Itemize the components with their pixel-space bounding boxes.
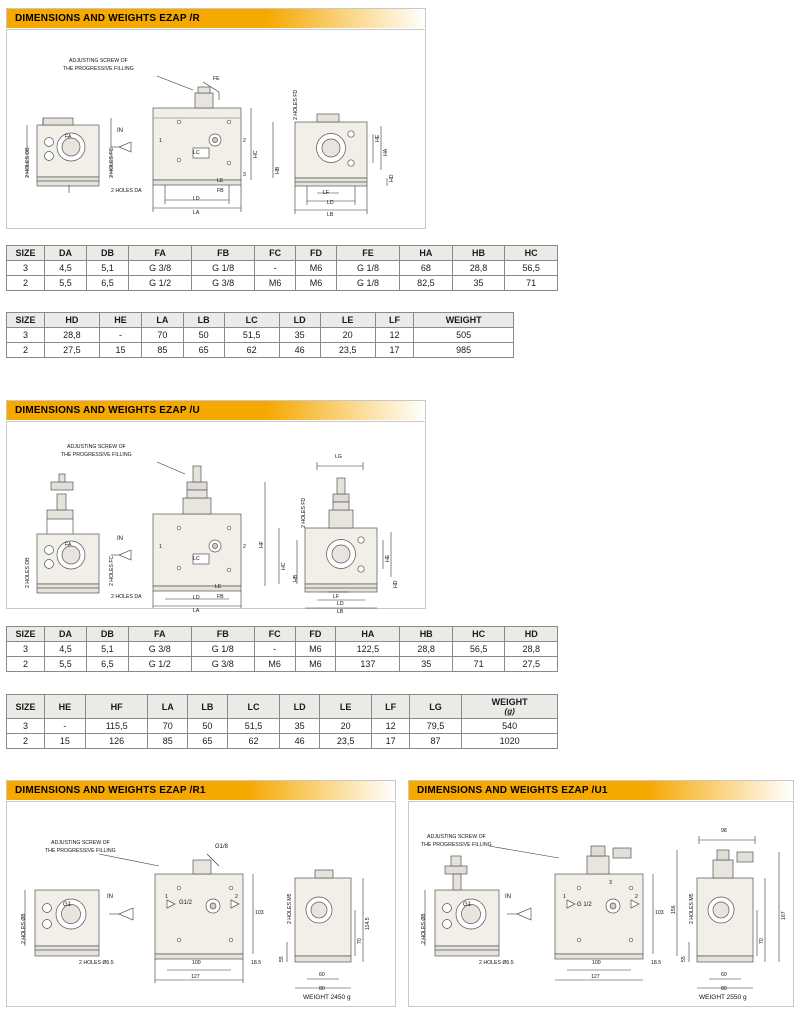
cell-lb: 65 — [183, 343, 224, 358]
section-header-ezap-r1-text: DIMENSIONS AND WEIGHTS EZAP /R1 — [15, 785, 206, 796]
label-port-1-r1: 1 — [165, 894, 168, 900]
dim-127-r1: 127 — [191, 974, 200, 980]
cell-fb: G 3/8 — [191, 657, 254, 672]
table-row — [7, 328, 514, 343]
cell-da: 5,5 — [45, 276, 87, 291]
dim-127-u1: 127 — [591, 974, 600, 980]
th-lc: LC — [224, 313, 279, 328]
label-fb: FB — [217, 188, 224, 194]
label-holes-fd: 2 HOLES FD — [293, 89, 299, 120]
th-le: LE — [320, 313, 375, 328]
table-ezap-r-2 — [6, 312, 514, 358]
cell-size: 3 — [7, 719, 45, 734]
cell-fb: G 1/8 — [191, 642, 254, 657]
th-hd: HD — [505, 627, 558, 642]
table-ezap-u-1 — [6, 626, 558, 672]
section-header-ezap-r1 — [6, 780, 396, 800]
label-port-2-r: 2 — [243, 138, 246, 144]
th-size: SIZE — [7, 627, 45, 642]
cell-fc: M6 — [254, 657, 295, 672]
label-holes-db-u: 2 HOLES DB — [25, 557, 31, 588]
label-port-1-u1: 1 — [563, 894, 566, 900]
label-port-3-u1: 3 — [609, 880, 612, 886]
th-fc: FC — [255, 246, 296, 261]
th-hb: HB — [400, 627, 452, 642]
cell-hd: 28,8 — [505, 642, 558, 657]
dim-103-r1: 103 — [255, 910, 264, 916]
cell-fe: G 1/8 — [337, 276, 400, 291]
label-holes-da: 2 HOLES DA — [111, 188, 142, 194]
table-row — [7, 261, 558, 276]
label-adjusting-screw-2: THE PROGRESSIVE FILLING — [63, 66, 134, 72]
cell-size: 3 — [7, 261, 45, 276]
label-holes-d8-u1: 2 HOLES Ø8 — [421, 913, 427, 944]
cell-lb: 50 — [188, 719, 228, 734]
cell-fa: G 3/8 — [128, 642, 191, 657]
cell-size: 3 — [7, 642, 45, 657]
label-lf-u: LF — [333, 594, 340, 600]
th-fb: FB — [191, 627, 254, 642]
cell-ld: 35 — [280, 719, 320, 734]
th-lc: LC — [227, 695, 280, 719]
cell-le: 23,5 — [320, 343, 375, 358]
th-hb: HB — [452, 246, 505, 261]
table-ezap-r-1 — [6, 245, 558, 291]
cell-fd: M6 — [295, 657, 336, 672]
cell-lc: 62 — [224, 343, 279, 358]
drawing-ezap-u — [6, 421, 426, 615]
dim-1145-r1: 114.5 — [365, 917, 371, 930]
cell-lb: 50 — [183, 328, 224, 343]
th-weight-unit: (g) — [504, 707, 515, 716]
label-holes-fc: 2 HOLES FC — [109, 147, 115, 178]
th-hf: HF — [85, 695, 148, 719]
label-hc-u: HC — [281, 562, 287, 570]
cell-da: 4,5 — [45, 642, 87, 657]
label-lb-u: LB — [337, 609, 344, 615]
dim-55-r1: 55 — [279, 956, 285, 962]
label-holes-65-u1: 2 HOLES Ø6.5 — [479, 960, 514, 966]
th-lb: LB — [188, 695, 228, 719]
dim-98-u1: 98 — [721, 828, 727, 834]
label-port-2-u1: 2 — [635, 894, 638, 900]
cell-fa: G 1/2 — [129, 276, 192, 291]
section-header-ezap-u1-text: DIMENSIONS AND WEIGHTS EZAP /U1 — [417, 785, 608, 796]
label-hd-u: HD — [393, 580, 399, 588]
cell-fd: M6 — [296, 276, 337, 291]
label-lf: LF — [323, 190, 330, 196]
cell-size: 2 — [7, 734, 45, 749]
th-size: SIZE — [7, 695, 45, 719]
th-ha: HA — [400, 246, 453, 261]
label-in-u: IN — [117, 536, 123, 542]
th-fa: FA — [129, 246, 192, 261]
th-weight — [414, 313, 514, 328]
cell-db: 5,1 — [87, 261, 129, 276]
drawing-ezap-u1 — [408, 801, 794, 1007]
section-header-ezap-r-text: DIMENSIONS AND WEIGHTS EZAP /R — [15, 13, 200, 24]
label-he: HE — [375, 134, 381, 142]
cell-fe: G 1/8 — [337, 261, 400, 276]
drawing-ezap-r — [6, 29, 426, 229]
label-hd: HD — [389, 174, 395, 182]
label-le-u: LE — [215, 584, 222, 590]
cell-ld: 46 — [280, 734, 320, 749]
cell-hf: 126 — [85, 734, 148, 749]
label-la-u: LA — [193, 608, 200, 614]
cell-hc: 56,5 — [452, 642, 504, 657]
th-hc: HC — [452, 627, 504, 642]
cell-hc: 56,5 — [505, 261, 558, 276]
table-row — [7, 343, 514, 358]
cell-ld: 35 — [279, 328, 320, 343]
cell-lc: 51,5 — [224, 328, 279, 343]
cell-hf: 115,5 — [85, 719, 148, 734]
cell-ld: 46 — [279, 343, 320, 358]
th-fa: FA — [128, 627, 191, 642]
cell-lg: 87 — [409, 734, 462, 749]
dim-80-r1: 80 — [319, 986, 325, 992]
th-size: SIZE — [7, 246, 45, 261]
cell-he: 15 — [45, 734, 86, 749]
cell-hb: 28,8 — [452, 261, 505, 276]
label-adjusting-screw-r1-2: THE PROGRESSIVE FILLING — [45, 848, 116, 854]
label-hc: HC — [253, 150, 259, 158]
th-lf: LF — [375, 313, 414, 328]
cell-weight: 1020 — [462, 734, 558, 749]
th-ha: HA — [336, 627, 400, 642]
table-ezap-u-1-header-row — [7, 627, 558, 642]
label-lg: LG — [335, 454, 342, 460]
th-hc: HC — [505, 246, 558, 261]
th-lg: LG — [409, 695, 462, 719]
dim-60-u1: 60 — [721, 972, 727, 978]
th-lb: LB — [183, 313, 224, 328]
label-he-u: HE — [385, 554, 391, 562]
th-fe: FE — [337, 246, 400, 261]
cell-ha: 137 — [336, 657, 400, 672]
cell-hc: 71 — [505, 276, 558, 291]
th-lf: LF — [372, 695, 409, 719]
label-la: LA — [193, 210, 200, 216]
th-weight — [462, 695, 558, 719]
cell-db: 5,1 — [86, 642, 128, 657]
cell-lc: 62 — [227, 734, 280, 749]
th-he: HE — [45, 695, 86, 719]
th-ld: LD — [280, 695, 320, 719]
label-lc: LC — [193, 150, 200, 156]
th-he: HE — [99, 313, 142, 328]
label-port-1-r: 1 — [159, 138, 162, 144]
cell-la: 70 — [142, 328, 183, 343]
cell-db: 6,5 — [86, 657, 128, 672]
cell-le: 23,5 — [319, 734, 372, 749]
label-holes-da-u: 2 HOLES DA — [111, 594, 142, 600]
label-g1-u1: G1 — [463, 902, 472, 908]
label-port-3-r: 3 — [243, 172, 246, 178]
cell-da: 4,5 — [45, 261, 87, 276]
label-in-u1: IN — [505, 894, 511, 900]
label-fa: FA — [65, 134, 72, 140]
cell-he: - — [45, 719, 86, 734]
cell-size: 3 — [7, 328, 45, 343]
cell-lf: 17 — [372, 734, 409, 749]
label-fe: FE — [213, 76, 220, 82]
cell-lg: 79,5 — [409, 719, 462, 734]
drawing-ezap-u-svg — [7, 422, 427, 610]
label-fb-u: FB — [217, 594, 224, 600]
label-fa-u: FA — [65, 542, 72, 548]
dim-70-r1: 70 — [357, 938, 363, 944]
label-holes-fd-u: 2 HOLES FD — [301, 497, 307, 528]
th-fc: FC — [254, 627, 295, 642]
cell-he: 15 — [99, 343, 142, 358]
section-header-ezap-u-text: DIMENSIONS AND WEIGHTS EZAP /U — [15, 405, 200, 416]
th-weight-text: WEIGHT — [445, 315, 482, 325]
cell-fb: G 1/8 — [192, 261, 255, 276]
cell-da: 5,5 — [45, 657, 87, 672]
label-adjusting-screw-r1-1: ADJUSTING SCREW OF — [51, 840, 110, 846]
th-db: DB — [86, 627, 128, 642]
label-adjusting-screw-u-2: THE PROGRESSIVE FILLING — [61, 452, 132, 458]
th-da: DA — [45, 627, 87, 642]
cell-lf: 17 — [375, 343, 414, 358]
label-adjusting-screw-u1-1: ADJUSTING SCREW OF — [427, 834, 486, 840]
th-da: DA — [45, 246, 87, 261]
label-ld-right: LD — [327, 200, 334, 206]
table-ezap-r-2-header-row — [7, 313, 514, 328]
cell-lf: 12 — [372, 719, 409, 734]
label-port-2-u: 2 — [243, 544, 246, 550]
table-ezap-u-2-header-row — [7, 695, 558, 719]
label-holes-m5-u1: 2 HOLES M5 — [689, 893, 695, 924]
label-adjusting-screw-1: ADJUSTING SCREW OF — [69, 58, 128, 64]
dim-100-r1: 100 — [192, 960, 201, 966]
label-lb-center: LB — [327, 212, 334, 218]
th-ld: LD — [279, 313, 320, 328]
cell-fb: G 3/8 — [192, 276, 255, 291]
dim-60-r1: 60 — [319, 972, 325, 978]
label-ha: HA — [383, 148, 389, 156]
table-row — [7, 734, 558, 749]
label-hb-u: HB — [293, 574, 299, 582]
dim-167-u1: 167 — [781, 911, 787, 920]
cell-hd: 27,5 — [505, 657, 558, 672]
label-le: LE — [217, 178, 224, 184]
label-hf-u: HF — [259, 541, 265, 548]
table-row — [7, 719, 558, 734]
label-ld-u: LD — [193, 595, 200, 601]
cell-ha: 82,5 — [400, 276, 453, 291]
cell-le: 20 — [320, 328, 375, 343]
label-g12-r1: G1/2 — [179, 900, 193, 906]
cell-hb: 35 — [400, 657, 452, 672]
th-la: LA — [142, 313, 183, 328]
section-header-ezap-r — [6, 8, 426, 28]
label-ld: LD — [193, 196, 200, 202]
cell-size: 2 — [7, 343, 45, 358]
cell-lf: 12 — [375, 328, 414, 343]
th-weight-text: WEIGHT — [491, 697, 528, 707]
th-size: SIZE — [7, 313, 45, 328]
cell-hd: 28,8 — [45, 328, 100, 343]
label-g12-u1: G 1/2 — [577, 902, 592, 908]
cell-fa: G 1/2 — [128, 657, 191, 672]
th-fb: FB — [192, 246, 255, 261]
section-header-ezap-u — [6, 400, 426, 420]
label-ld-u-right: LD — [337, 601, 344, 607]
label-adjusting-screw-u1-2: THE PROGRESSIVE FILLING — [421, 842, 492, 848]
cell-db: 6,5 — [87, 276, 129, 291]
cell-weight: 540 — [462, 719, 558, 734]
cell-hb: 28,8 — [400, 642, 452, 657]
cell-la: 85 — [148, 734, 188, 749]
cell-ha: 68 — [400, 261, 453, 276]
cell-ha: 122,5 — [336, 642, 400, 657]
weight-r1: WEIGHT 2450 g — [303, 994, 351, 1001]
dim-70-u1: 70 — [759, 938, 765, 944]
cell-weight: 985 — [414, 343, 514, 358]
label-adjusting-screw-u-1: ADJUSTING SCREW OF — [67, 444, 126, 450]
dim-100-u1: 100 — [592, 960, 601, 966]
label-in-r1: IN — [107, 894, 113, 900]
dim-103-u1: 103 — [655, 910, 664, 916]
cell-hd: 27,5 — [45, 343, 100, 358]
cell-fa: G 3/8 — [129, 261, 192, 276]
cell-fd: M6 — [296, 261, 337, 276]
th-hd: HD — [45, 313, 100, 328]
cell-fc: M6 — [255, 276, 296, 291]
drawing-ezap-r1 — [6, 801, 396, 1007]
cell-fc: - — [255, 261, 296, 276]
label-holes-d65-r1: 2 HOLES Ø8 — [21, 913, 27, 944]
th-le: LE — [319, 695, 372, 719]
th-la: LA — [148, 695, 188, 719]
table-ezap-r-1-header-row — [7, 246, 558, 261]
label-holes-m5-r1: 2 HOLES M5 — [287, 893, 293, 924]
cell-lb: 65 — [188, 734, 228, 749]
section-header-ezap-u1 — [408, 780, 794, 800]
th-fd: FD — [296, 246, 337, 261]
cell-he: - — [99, 328, 142, 343]
cell-hb: 35 — [452, 276, 505, 291]
dim-185-r1: 18.5 — [251, 960, 262, 966]
label-holes-fc-u: 2 HOLES FC — [109, 555, 115, 586]
table-row — [7, 657, 558, 672]
table-row — [7, 276, 558, 291]
label-g18-r1: G1/8 — [215, 844, 229, 850]
cell-fd: M6 — [295, 642, 336, 657]
th-db: DB — [87, 246, 129, 261]
cell-weight: 505 — [414, 328, 514, 343]
cell-hc: 71 — [452, 657, 504, 672]
dim-55-u1: 55 — [681, 956, 687, 962]
label-port-1-u: 1 — [159, 544, 162, 550]
cell-fc: - — [254, 642, 295, 657]
label-g1-r1: G1 — [63, 902, 72, 908]
cell-size: 2 — [7, 276, 45, 291]
dim-156-u1: 156 — [671, 905, 677, 914]
table-row — [7, 642, 558, 657]
th-fd: FD — [295, 627, 336, 642]
cell-lc: 51,5 — [227, 719, 280, 734]
weight-u1: WEIGHT 2550 g — [699, 994, 747, 1001]
cell-le: 20 — [319, 719, 372, 734]
cell-la: 70 — [148, 719, 188, 734]
cell-la: 85 — [142, 343, 183, 358]
dim-80-u1: 80 — [721, 986, 727, 992]
label-in-r: IN — [117, 128, 123, 134]
label-holes-65-r1: 2 HOLES Ø6.5 — [79, 960, 114, 966]
label-holes-db: 2 HOLES DB — [25, 147, 31, 178]
cell-size: 2 — [7, 657, 45, 672]
label-lc-u: LC — [193, 556, 200, 562]
dim-185-u1: 18.5 — [651, 960, 662, 966]
label-hb: HB — [275, 166, 281, 174]
label-port-2-r1: 2 — [235, 894, 238, 900]
table-ezap-u-2 — [6, 694, 558, 749]
